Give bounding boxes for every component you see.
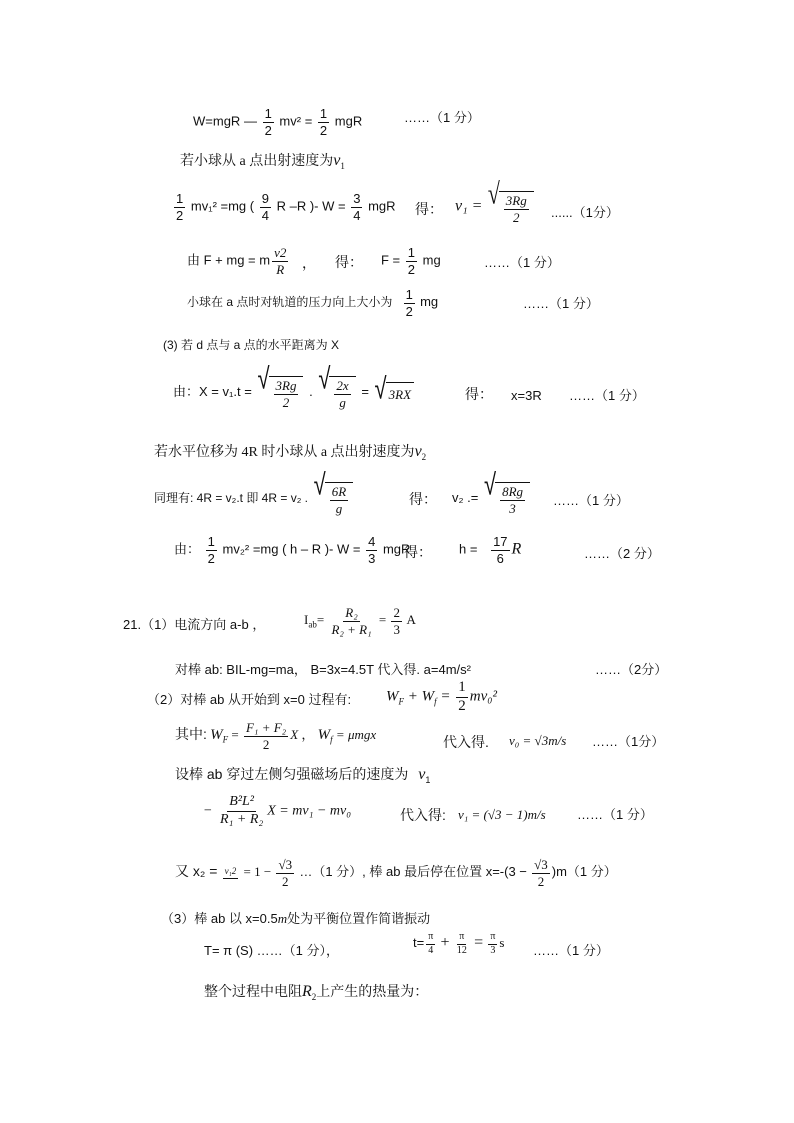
heat-statement — [204, 984, 428, 1002]
equation-similarly — [154, 467, 355, 516]
numerator: 3Rg — [275, 378, 297, 393]
fraction — [504, 194, 529, 224]
text: （3）棒 ab 以 x=0.5 — [161, 911, 278, 926]
fraction — [491, 535, 509, 565]
label-substitute: 代入得. — [443, 734, 489, 750]
sqrt-body: 3RX — [386, 382, 414, 404]
text: + — [440, 933, 450, 951]
denominator: 2 — [405, 303, 413, 319]
numerator: 3 — [353, 191, 361, 206]
label-de: 得： — [409, 493, 437, 508]
sqrt — [313, 467, 354, 516]
subscript: ab — [308, 619, 317, 630]
sqrt-body — [495, 482, 530, 515]
radical-sign: √ — [313, 467, 326, 502]
score: ……（1 分） — [553, 493, 629, 508]
text: mgR — [382, 541, 411, 557]
subscript: 2 — [421, 451, 427, 462]
symbol: v — [418, 766, 426, 783]
text: m — [277, 911, 288, 926]
fraction — [455, 932, 469, 956]
text: = — [361, 384, 369, 400]
text: mv₂² =mg ( h – R )- W = — [222, 541, 361, 557]
fraction — [426, 932, 435, 956]
numerator: √3 — [534, 857, 548, 872]
numerator: 2 — [393, 605, 400, 620]
sqrt-body — [499, 191, 534, 224]
fraction — [206, 535, 217, 565]
text: = — [378, 612, 387, 628]
numerator: π — [457, 932, 466, 945]
score: ……（2 分） — [584, 546, 660, 561]
denominator: 4 — [261, 207, 269, 223]
sqrt — [374, 371, 414, 405]
denominator: 2 — [319, 122, 328, 138]
numerator: 6R — [331, 484, 347, 499]
text: W=mgR — [193, 113, 241, 129]
fraction — [334, 379, 350, 409]
score: ……（2分） — [595, 662, 668, 677]
text: 由：X = v₁.t = — [173, 384, 252, 400]
fraction — [406, 246, 417, 276]
text: F = — [381, 252, 401, 268]
fraction — [260, 192, 271, 222]
work-energy-equation — [386, 680, 497, 715]
label-substitute: 代入得: — [400, 807, 446, 823]
velocity-after-field — [175, 767, 430, 785]
symbol: v — [333, 152, 341, 169]
text: 21.（1）电流方向 a-b ， — [123, 617, 266, 632]
text: X = mv₁ − mv₀ — [267, 803, 352, 819]
text: − — [203, 803, 213, 819]
sqrt — [487, 176, 534, 225]
fraction — [404, 288, 415, 318]
denominator: 2 — [458, 697, 466, 714]
text: …（1 分）, 棒 ab 最后停在位置 x=-(3 − — [299, 864, 527, 880]
fraction — [244, 721, 288, 751]
denominator: 2 — [262, 736, 270, 752]
sqrt — [318, 361, 355, 410]
numerator: 2x — [336, 378, 349, 393]
denominator: 2 — [176, 207, 184, 223]
fraction — [276, 858, 294, 888]
denominator: 6 — [496, 550, 504, 566]
numerator: 1 — [207, 534, 215, 549]
denominator: g — [335, 500, 343, 516]
text: mgR — [368, 198, 396, 214]
denominator: 3 — [393, 621, 400, 637]
text: A — [406, 612, 416, 628]
subscript: f — [330, 734, 333, 745]
text: W — [210, 727, 223, 744]
score: ……（1 分） — [484, 255, 560, 270]
final-position — [175, 858, 617, 888]
fraction — [351, 192, 362, 222]
numerator: 9 — [261, 191, 269, 206]
result-x: x=3R — [511, 388, 542, 403]
subscript: F — [398, 696, 404, 707]
denominator: 2 — [513, 209, 520, 225]
denominator: 3 — [368, 550, 376, 566]
denominator: g — [339, 394, 346, 410]
text: = — [228, 727, 239, 743]
result-v1-field: v₁ = (√3 − 1)m/s — [458, 807, 546, 822]
sqrt — [484, 467, 530, 516]
time-equation — [413, 932, 504, 956]
fraction — [456, 680, 468, 715]
result-h — [459, 535, 521, 565]
text: mv² = — [279, 113, 313, 129]
subscript: 1 — [340, 160, 345, 171]
text: 上产生的热量为： — [316, 985, 429, 1000]
denominator: 2 — [264, 122, 272, 138]
part2-intro: （2）对棒 ab 从开始到 x=0 过程有: — [147, 692, 352, 707]
score: ……（1 分） — [523, 296, 599, 311]
symbol: R — [302, 983, 312, 1000]
equation-work — [193, 107, 362, 137]
denominator: 2 — [407, 261, 416, 277]
denominator: 3 — [509, 500, 516, 516]
symbol: R — [511, 540, 522, 558]
subscript: f — [434, 696, 437, 707]
fraction — [391, 606, 402, 636]
text: 若小球从 a 点出射速度为 — [180, 154, 334, 169]
fraction — [223, 867, 239, 878]
text: 其中: — [175, 726, 207, 743]
text: 同理有: 4R = v₂.t 即 4R = v₂ . — [154, 491, 309, 506]
fraction — [329, 606, 373, 636]
denominator: 4 — [353, 207, 361, 223]
numerator: π — [426, 932, 435, 945]
denominator: 12 — [456, 944, 467, 956]
ab-force-equation: 对棒 ab: BIL-mg=ma， B=3x=4.5T 代入得. a=4m/s² — [175, 662, 471, 677]
numerator: 4 — [368, 534, 376, 549]
momentum-equation — [203, 795, 351, 827]
text: W — [386, 688, 399, 705]
result-v0: v₀ = √3m/s — [509, 733, 567, 748]
numerator: π — [488, 932, 497, 945]
work-definitions — [175, 721, 376, 751]
fraction — [532, 858, 550, 888]
text: = — [436, 688, 451, 705]
text: = — [474, 933, 484, 951]
text: 设棒 ab 穿过左侧匀强磁场后的速度为 — [175, 766, 409, 782]
equation-energy-v1 — [172, 192, 396, 222]
denominator: 2 — [282, 873, 289, 889]
score: ……（1 分） — [577, 807, 653, 822]
period-equation: T= π (S) ……（1 分）， — [204, 943, 340, 958]
text: I — [304, 612, 309, 628]
text: h = — [459, 541, 478, 557]
radical-sign: √ — [484, 467, 497, 502]
denominator: R — [276, 261, 285, 277]
sqrt-body — [269, 376, 304, 409]
text: )m（1 分） — [551, 864, 617, 880]
text: 又 x₂ = — [175, 863, 218, 880]
score: ……（1 分） — [533, 943, 609, 958]
fraction — [488, 932, 497, 956]
label-de: 得： — [335, 256, 363, 271]
text: m — [259, 252, 271, 268]
label-de: 得： — [404, 546, 432, 561]
text: + W — [404, 688, 435, 705]
subscript: 2 — [311, 991, 317, 1002]
text: t= — [413, 934, 425, 950]
text: . — [309, 384, 313, 400]
radical-sign: √ — [257, 361, 270, 396]
numerator: 1 — [176, 191, 184, 206]
text: mg — [420, 294, 439, 310]
denominator: 2 — [537, 873, 545, 889]
text: ， — [301, 727, 315, 743]
text: s — [499, 934, 505, 950]
numerator: F₁ + F₂ — [245, 720, 287, 735]
radical-sign: √ — [374, 371, 387, 405]
part3-heading: (3) 若 d 点与 a 点的水平距离为 X — [163, 338, 340, 352]
label-de: 得： — [465, 388, 493, 403]
text: mg — [422, 252, 441, 268]
pressure-statement — [187, 288, 438, 318]
condition-v2 — [154, 444, 426, 462]
equation-force — [187, 246, 290, 276]
text: = μmgx — [332, 727, 377, 743]
text: mv₀² — [469, 688, 497, 705]
denominator: R₂ + R₁ — [331, 621, 372, 637]
numerator: 1 — [456, 680, 468, 698]
subscript: F — [222, 734, 229, 745]
radical-sign: √ — [318, 361, 331, 396]
numerator: 1 — [407, 245, 416, 260]
text: mgR — [334, 113, 363, 129]
score: ……（1 分） — [404, 110, 480, 125]
part3-shm — [161, 912, 430, 925]
text: R –R )- W = — [276, 198, 346, 214]
radical-sign: √ — [487, 176, 500, 211]
text: X — [290, 727, 299, 743]
fraction — [500, 485, 525, 515]
fraction — [274, 379, 299, 409]
text: v₂ .= — [452, 490, 479, 506]
text: 处为平衡位置作简谐振动 — [287, 911, 431, 926]
text: mv₁² =mg ( — [190, 198, 255, 214]
score: ……（1 分） — [569, 388, 645, 403]
denominator: 2 — [207, 550, 215, 566]
sqrt — [257, 361, 303, 410]
current-equation — [304, 606, 416, 636]
comma: ， — [302, 257, 316, 272]
fraction — [272, 246, 288, 276]
text: 若水平位移为 4R 时小球从 a 点出射速度为 — [154, 445, 415, 460]
numerator: v2 — [274, 245, 287, 260]
numerator: v₁2 — [223, 867, 239, 878]
numerator: 8Rg — [502, 484, 524, 499]
equation-energy-v2 — [174, 535, 410, 565]
numerator: 1 — [264, 106, 272, 121]
result-force — [381, 246, 441, 276]
fraction — [330, 485, 348, 515]
numerator: 3Rg — [505, 193, 527, 208]
numerator: 1 — [319, 106, 328, 121]
text: v₁ = — [455, 197, 483, 215]
numerator: B²L² — [227, 795, 256, 812]
fraction — [263, 107, 274, 137]
numerator: √3 — [278, 857, 293, 872]
result-v1 — [455, 176, 536, 225]
denominator: 4 — [428, 944, 434, 956]
q21-part1 — [123, 618, 265, 631]
equation-horizontal — [173, 361, 416, 410]
text: — — [243, 113, 257, 129]
denominator: 2 — [282, 394, 290, 410]
denominator: R₁ + R₂ — [219, 811, 264, 827]
label-de: 得： — [415, 203, 443, 218]
text: 由： — [174, 541, 201, 557]
text: = 1 − — [243, 864, 272, 880]
fraction — [318, 107, 329, 137]
fraction — [174, 192, 185, 222]
text: = — [316, 612, 325, 628]
score: ……（1分） — [592, 734, 665, 749]
symbol: v — [414, 443, 422, 460]
numerator: R₂ — [345, 605, 358, 620]
subscript: 1 — [425, 774, 431, 785]
result-v2 — [452, 467, 532, 516]
text: W — [317, 727, 331, 744]
text: 整个过程中电阻 — [204, 985, 302, 1000]
fraction — [218, 795, 265, 827]
fraction — [366, 535, 377, 565]
score: ......（1分） — [551, 205, 619, 220]
text: 由 F + mg = — [187, 252, 256, 268]
denominator: 3 — [490, 944, 496, 956]
numerator: 17 — [493, 534, 508, 549]
numerator: 1 — [405, 287, 413, 302]
sqrt-body — [325, 482, 353, 515]
condition-v1 — [180, 153, 345, 171]
text: 小球在 a 点时对轨道的压力向上大小为 — [187, 295, 393, 310]
sqrt-body — [329, 376, 355, 409]
